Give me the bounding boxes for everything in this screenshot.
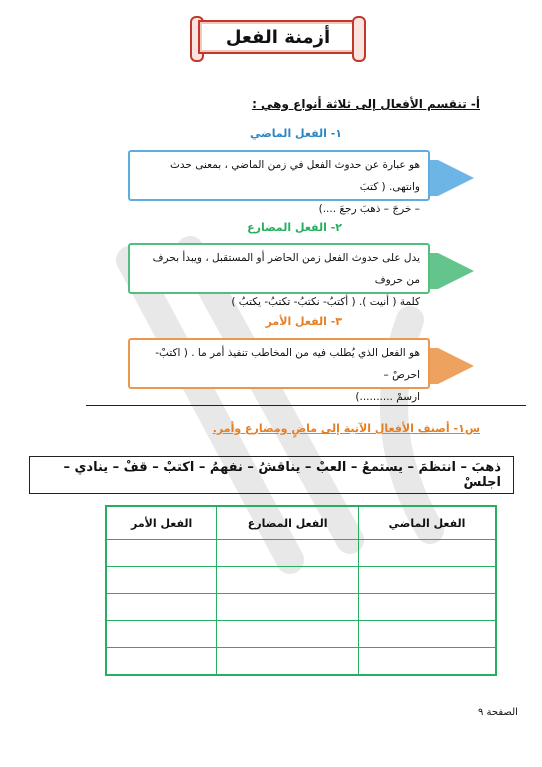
table-row (106, 567, 496, 594)
classification-table (105, 505, 497, 676)
header-present: الفعل المضارع (217, 506, 359, 540)
answer-cell[interactable] (106, 621, 217, 648)
answer-cell[interactable] (217, 540, 359, 567)
section-label-imperative: ٣- الفعل الأمر (265, 315, 342, 328)
ribbon-present (128, 243, 474, 308)
verbs-list: ذهبَ – انتظمَ – يستمعُ – العبْ – يناقشُ – نفهمُ – اكتبْ – قفْ – ينادي – اجلسْ (63, 460, 501, 490)
definition-line: هو الفعل الذي يُطلب فيه من المخاطب تنفيذ أمر ما . ( اكتبْ- احرصْ – (155, 347, 420, 381)
page-number: الصفحة ٩ (478, 707, 518, 718)
definition-box-imperative (128, 338, 430, 403)
table-row (106, 621, 496, 648)
definition-line: – خرجَ – ذهبَ رجعَ ....) (318, 203, 420, 215)
answer-cell[interactable] (106, 648, 217, 676)
definition-line: ارسمْ ..........) (355, 391, 420, 403)
answer-cell[interactable] (359, 540, 497, 567)
ribbon-imperative (128, 338, 474, 403)
intro-heading: أ- تنقسم الأفعال إلى ثلاثة أنواع وهي : (252, 97, 480, 111)
definition-line: كلمة ( أنيت ). ( أكتبُ- نكتبُ- تكتبُ- يكتبُ ) (231, 296, 420, 308)
answer-cell[interactable] (106, 567, 217, 594)
table-row (106, 648, 496, 676)
answer-cell[interactable] (106, 540, 217, 567)
definition-line: يدل على حدوث الفعل زمن الحاضر أو المستقبل ، ويبدأ بحرف من حروف (152, 252, 420, 286)
definition-box-past (128, 150, 430, 215)
table-row (106, 540, 496, 567)
answer-cell[interactable] (217, 567, 359, 594)
answer-cell[interactable] (217, 594, 359, 621)
definition-box-present (128, 243, 430, 308)
section-label-past: ١- الفعل الماضي (250, 127, 342, 140)
header-imperative: الفعل الأمر (106, 506, 217, 540)
page-title: أزمنة الفعل (225, 26, 331, 48)
header-past: الفعل الماضي (359, 506, 497, 540)
answer-cell[interactable] (359, 648, 497, 676)
answer-cell[interactable] (217, 648, 359, 676)
scroll-right-ornament (352, 16, 366, 62)
answer-cell[interactable] (359, 567, 497, 594)
divider (86, 405, 526, 406)
answer-cell[interactable] (217, 621, 359, 648)
table-header-row (106, 506, 496, 540)
question-heading: س١- أصنف الأفعال الآتية إلى ماضٍ ومضارع وأمر. (212, 422, 480, 435)
answer-cell[interactable] (359, 594, 497, 621)
table-row (106, 594, 496, 621)
title-banner (190, 16, 366, 58)
answer-cell[interactable] (359, 621, 497, 648)
definition-line: هو عبارة عن حدوث الفعل في زمن الماضي ، بمعنى حدث وانتهى. ( كتبَ (170, 159, 420, 193)
section-label-present: ٢- الفعل المضارع (247, 221, 342, 234)
verbs-box (29, 456, 514, 494)
title-frame (198, 20, 358, 54)
ribbon-past (128, 150, 474, 215)
answer-cell[interactable] (106, 594, 217, 621)
